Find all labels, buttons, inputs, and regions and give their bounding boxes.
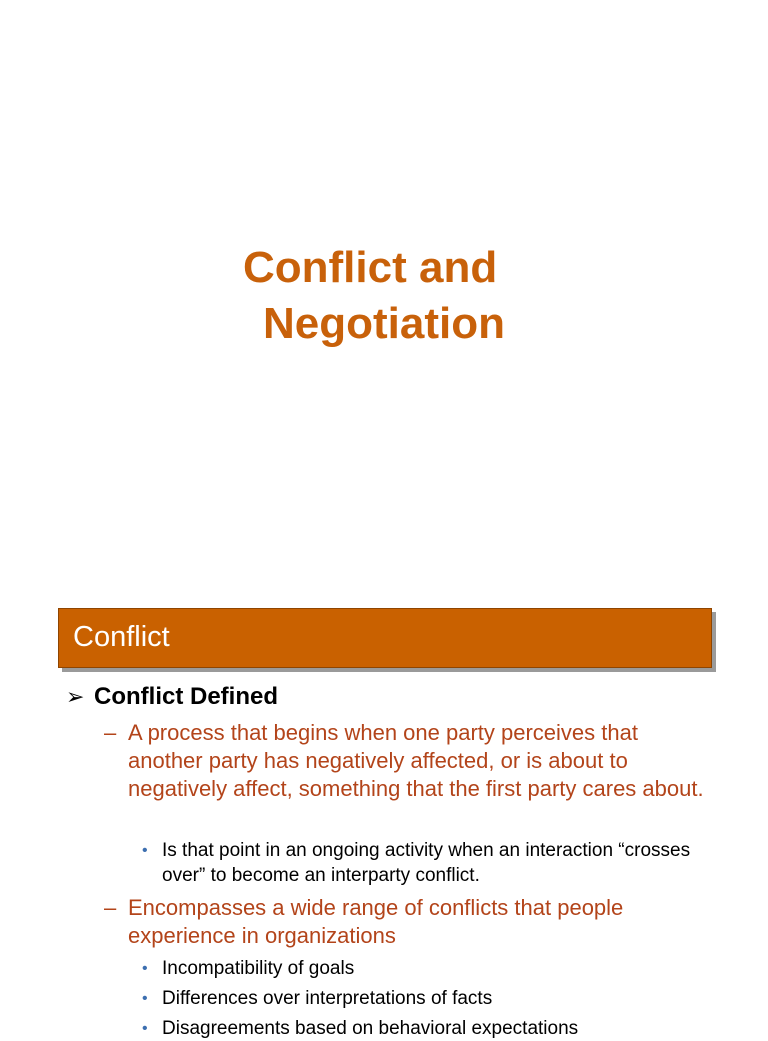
- dot-bullet-icon: •: [142, 960, 148, 977]
- definition-item: [104, 894, 704, 950]
- heading-label: Conflict Defined: [94, 683, 278, 710]
- definition-text: Encompasses a wide range of conflicts that people experience in organizations: [128, 895, 624, 948]
- list-item: [142, 986, 702, 1011]
- definition-text: A process that begins when one party perceives that another party has negatively affected, or is about to negatively affect, something that the first party cares about.: [128, 720, 704, 801]
- list-item: [142, 1016, 702, 1041]
- dash-bullet-icon: –: [104, 720, 117, 745]
- list-item-text: Is that point in an ongoing activity when an interaction “crosses over” to become an interparty conflict.: [162, 840, 691, 886]
- list-item: [142, 956, 702, 981]
- definition-item: [104, 719, 704, 831]
- list-item-text: Incompatibility of goals: [162, 958, 355, 979]
- list-item-text: Disagreements based on behavioral expectations: [162, 1018, 579, 1039]
- title-line-2: Negotiation: [263, 299, 505, 348]
- dot-bullet-icon: •: [142, 842, 148, 859]
- dot-bullet-icon: •: [142, 990, 148, 1007]
- section-header-bar: [58, 608, 712, 668]
- list-item-text: Differences over interpretations of facts: [162, 988, 493, 1009]
- section-header-title: Conflict: [73, 621, 170, 653]
- dot-bullet-icon: •: [142, 1020, 148, 1037]
- list-item: [142, 838, 702, 888]
- heading-bullet: [66, 682, 278, 712]
- arrow-bullet-icon: ➢: [66, 684, 85, 709]
- title-line-1: Conflict and: [243, 243, 498, 292]
- dash-bullet-icon: –: [104, 895, 117, 920]
